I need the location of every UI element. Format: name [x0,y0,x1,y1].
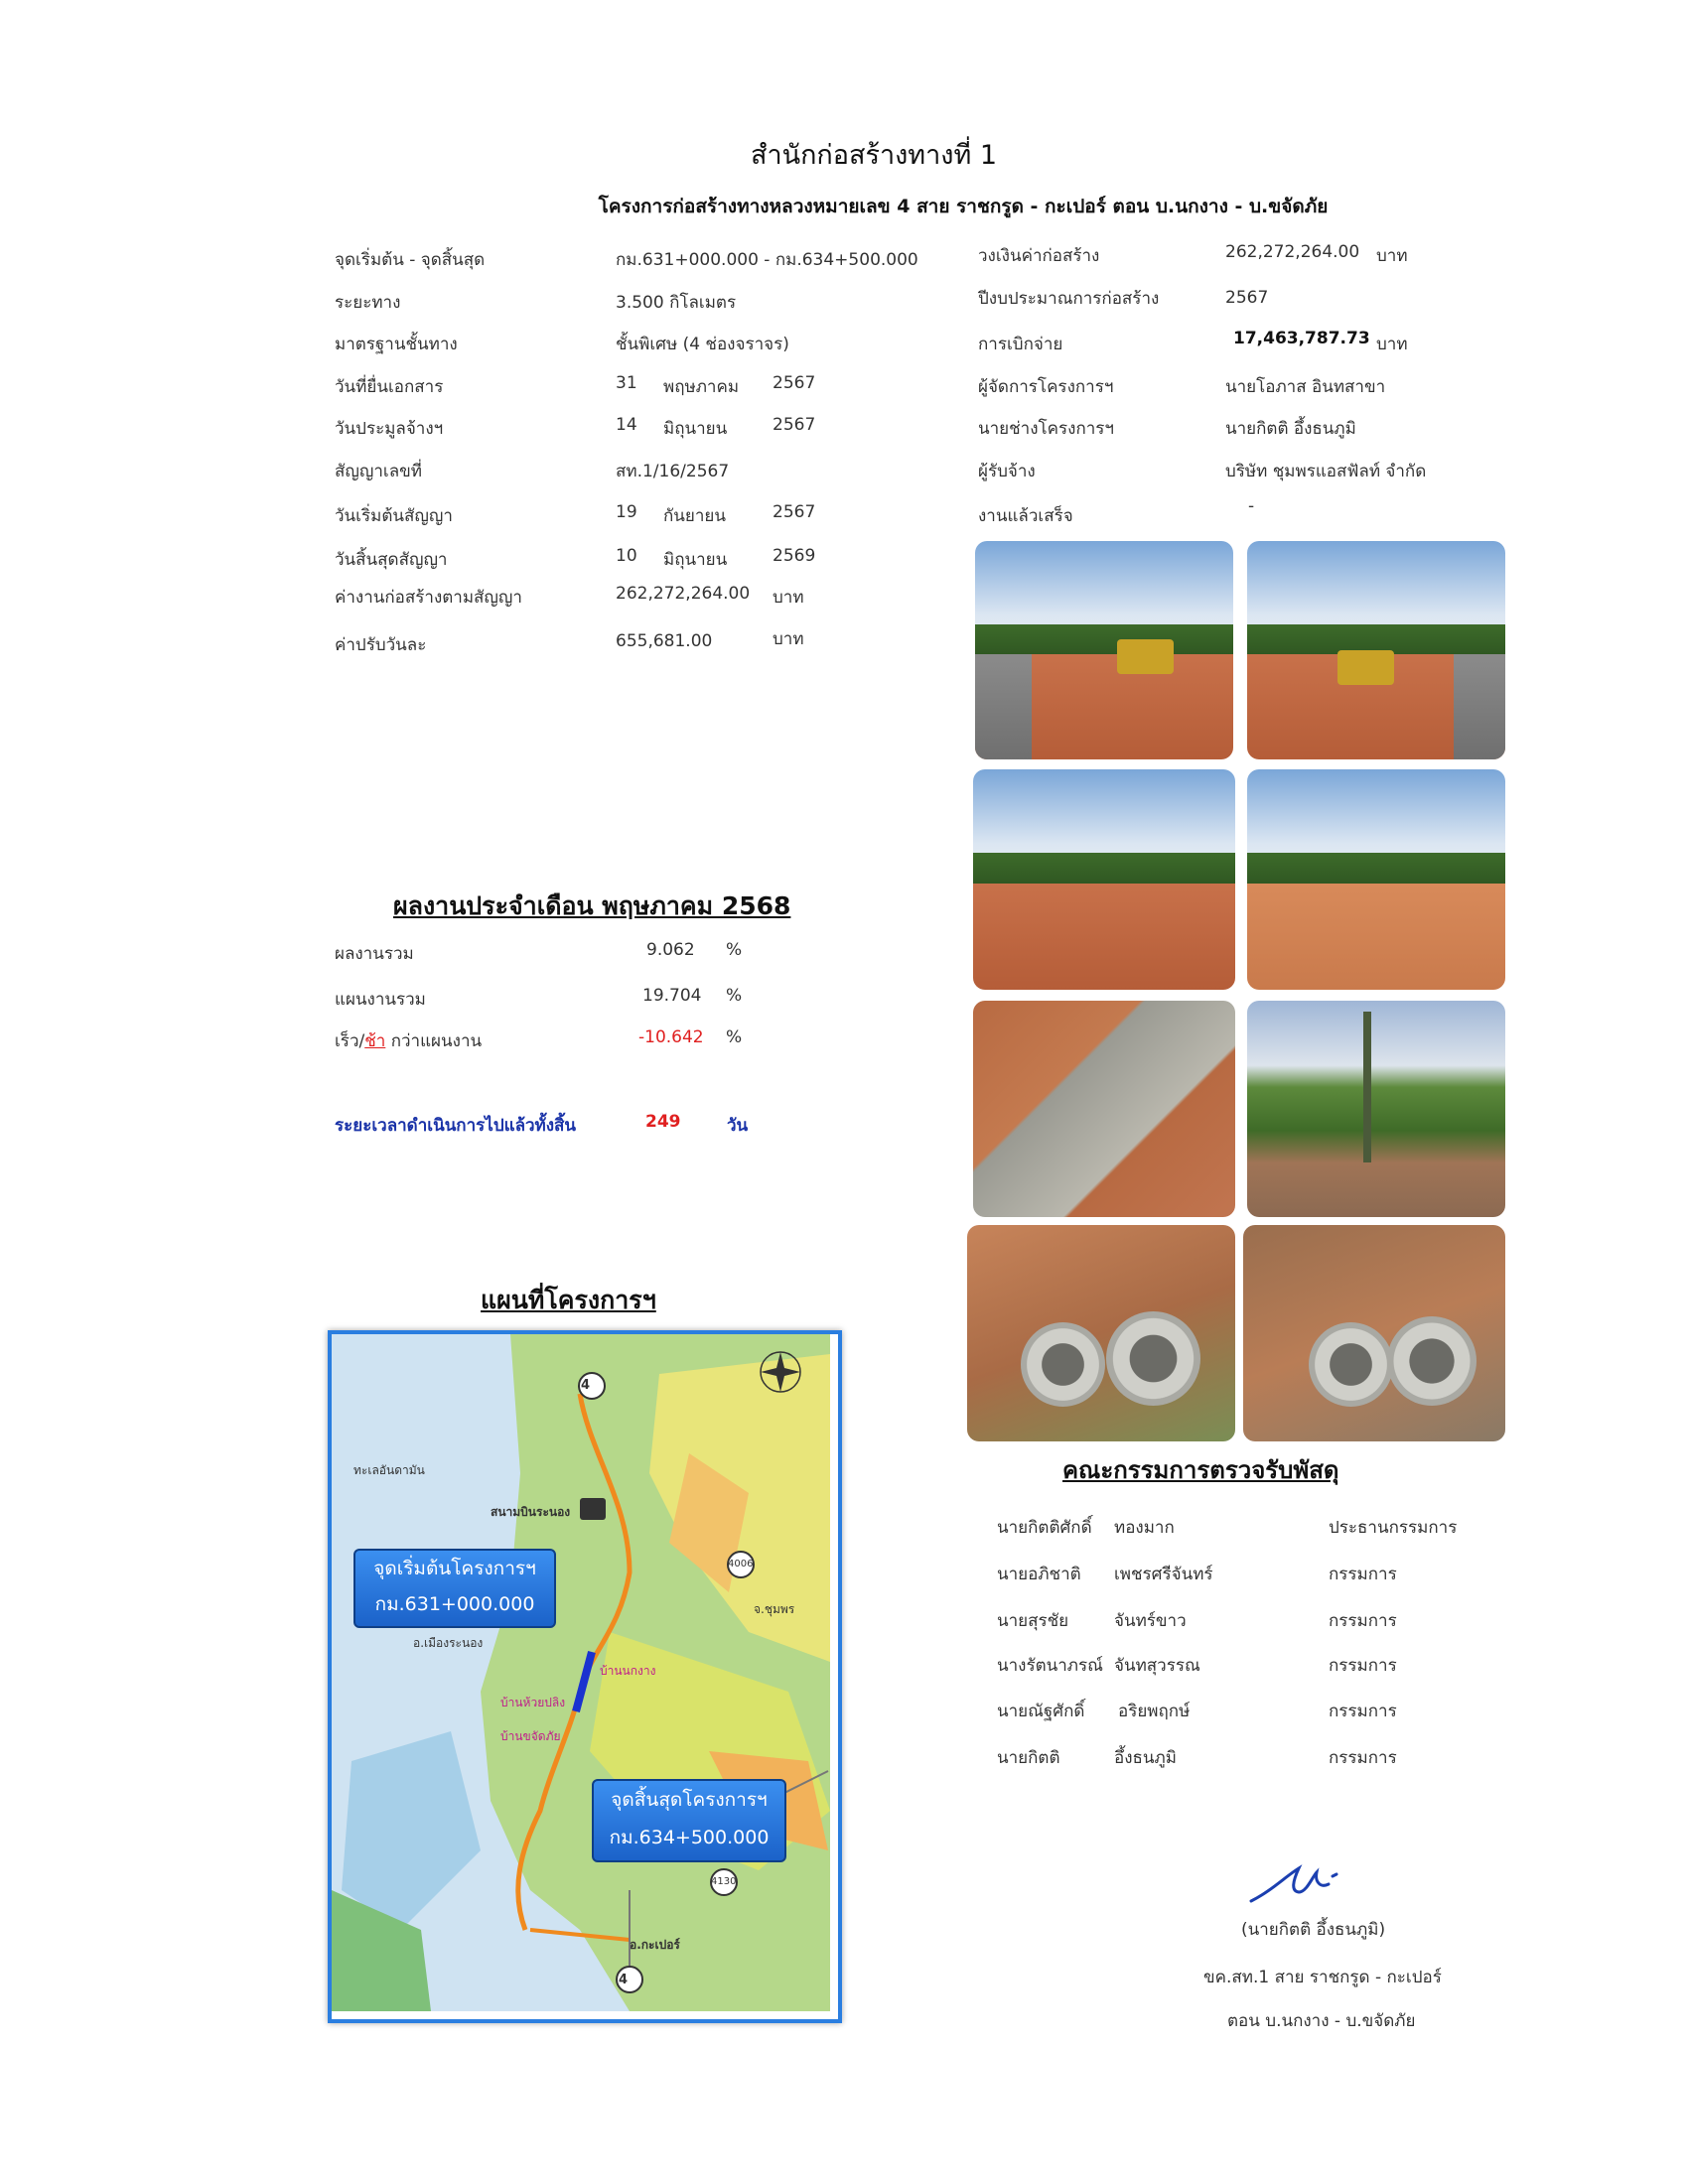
member-role: กรรมการ [1329,1702,1397,1721]
photo-piling-rig [1247,1001,1505,1217]
member-first-name: นางรัตนาภรณ์ [997,1656,1103,1676]
member-role: กรรมการ [1329,1611,1397,1631]
info-label: สัญญาเลขที่ [335,462,422,481]
place-andaman-sea: ทะเลอันดามัน [353,1463,425,1477]
route-4130-marker: 4130 [711,1876,737,1887]
progress-unit: % [726,1027,743,1047]
info-value: มิถุนายน [663,550,728,570]
photo-grader-work [1247,541,1505,759]
info-value: ชั้นพิเศษ (4 ช่องจราจร) [616,335,789,354]
member-role: กรรมการ [1329,1656,1397,1676]
info-label: ผู้รับจ้าง [978,462,1036,481]
info-unit: บาท [1376,246,1408,266]
info-label: การเบิกจ่าย [978,335,1063,354]
info-value: 655,681.00 [616,631,713,651]
elapsed-value: 249 [645,1112,681,1132]
info-value: 2567 [773,502,816,522]
place-airport: สนามบินระนอง [491,1505,571,1519]
info-value: บริษัท ชุมพรแอสฟัลท์ จำกัด [1225,462,1427,481]
info-value: 262,272,264.00 [1225,242,1360,262]
member-role: กรรมการ [1329,1748,1397,1768]
member-role: กรรมการ [1329,1565,1397,1584]
info-value: มิถุนายน [663,419,728,439]
info-label: ปีงบประมาณการก่อสร้าง [978,289,1160,309]
member-first-name: นายณัฐศักดิ์ [997,1702,1085,1721]
info-unit: บาท [773,588,804,608]
place-ban-nokngang: บ้านนกงาง [600,1664,656,1678]
elapsed-label: ระยะเวลาดำเนินการไปแล้วทั้งสิ้น [335,1116,577,1136]
photo-dirt-road-2 [1247,769,1505,990]
info-label: วันสิ้นสุดสัญญา [335,550,448,570]
info-label: ค่างานก่อสร้างตามสัญญา [335,588,522,608]
route-4-marker-north: 4 [581,1378,591,1393]
member-last-name: อึ้งธนภูมิ [1114,1748,1177,1768]
info-label: มาตรฐานชั้นทาง [335,335,458,354]
progress-label: ผลงานรวม [335,944,414,964]
place-ban-huaipling: บ้านห้วยปลิง [500,1696,566,1709]
map-graphic [332,1334,830,2011]
route-4006-marker: 4006 [728,1559,754,1570]
info-value: นายกิตติ อึ้งธนภูมิ [1225,419,1356,439]
photo-drain-pipes-2 [1243,1225,1505,1441]
info-label: ระยะทาง [335,293,401,313]
end-callout-title: จุดสิ้นสุดโครงการฯ [611,1789,768,1811]
member-last-name: ทองมาก [1114,1518,1175,1538]
progress-value: 19.704 [642,986,702,1006]
info-unit: บาท [1376,335,1408,354]
info-value: 2569 [773,546,816,566]
map-heading: แผนที่โครงการฯ [481,1286,656,1314]
info-value: - [1248,496,1255,516]
progress-variance-value: -10.642 [638,1027,704,1047]
photo-concrete-trench [973,1001,1235,1217]
info-value: นายโอภาส อินทสาขา [1225,377,1386,397]
member-first-name: นายสุรชัย [997,1611,1069,1631]
progress-unit: % [726,940,743,960]
info-label: วันประมูลจ้างฯ [335,419,444,439]
info-value: 2567 [773,415,816,435]
info-label: วงเงินค่าก่อสร้าง [978,246,1100,266]
progress-heading: ผลงานประจำเดือน พฤษภาคม 2568 [393,891,791,920]
photo-drain-pipes-1 [967,1225,1235,1441]
info-label: ผู้จัดการโครงการฯ [978,377,1114,397]
member-role: ประธานกรรมการ [1329,1518,1458,1538]
info-value: 262,272,264.00 [616,584,751,604]
place-kapoe: อ.กะเปอร์ [630,1938,680,1952]
committee-heading: คณะกรรมการตรวจรับพัสดุ [1062,1456,1339,1484]
page-title: สำนักก่อสร้างทางที่ 1 [750,140,998,171]
info-value: 19 [616,502,637,522]
start-callout-title: จุดเริ่มต้นโครงการฯ [373,1558,536,1579]
progress-value: 9.062 [646,940,695,960]
project-subtitle: โครงการก่อสร้างทางหลวงหมายเลข 4 สาย ราชกรูด - กะเปอร์ ตอน บ.นกงาง - บ.ขจัดภัย [598,196,1329,217]
info-unit: บาท [773,629,804,649]
project-map [328,1330,842,2023]
member-last-name: อริยพฤกษ์ [1118,1702,1191,1721]
info-value: 10 [616,546,637,566]
progress-label-ahead-behind: เร็ว/ช้า กว่าแผนงาน [335,1031,483,1051]
info-value: พฤษภาคม [663,377,740,397]
info-label: วันที่ยื่นเอกสาร [335,377,444,397]
info-label: งานแล้วเสร็จ [978,506,1073,526]
info-value: 3.500 กิโลเมตร [616,293,737,313]
disbursement-value: 17,463,787.73 [1233,329,1370,348]
info-value: กม.631+000.000 - กม.634+500.000 [616,250,918,270]
end-callout-km: กม.634+500.000 [609,1827,770,1848]
member-last-name: จันทร์ขาว [1114,1611,1187,1631]
signer-section: ตอน บ.นกงาง - บ.ขจัดภัย [1227,2011,1416,2031]
info-label: ค่าปรับวันละ [335,635,427,655]
signer-name: (นายกิตติ อึ้งธนภูมิ) [1241,1920,1386,1940]
member-first-name: นายกิตติ [997,1748,1060,1768]
start-callout-km: กม.631+000.000 [374,1593,535,1615]
member-first-name: นายอภิชาติ [997,1565,1081,1584]
info-value: 2567 [1225,288,1269,308]
member-last-name: เพชรศรีจันทร์ [1114,1565,1213,1584]
progress-label: แผนงานรวม [335,990,426,1010]
end-point-callout [592,1779,786,1862]
info-label: วันเริ่มต้นสัญญา [335,506,453,526]
info-value: 14 [616,415,637,435]
info-label: จุดเริ่มต้น - จุดสิ้นสุด [335,250,486,270]
photo-dirt-road-1 [973,769,1235,990]
route-4-marker-south: 4 [619,1973,629,1987]
info-label: นายช่างโครงการฯ [978,419,1114,439]
handwritten-signature [1241,1846,1370,1916]
place-ban-khajatphai: บ้านขจัดภัย [500,1729,561,1743]
signer-position: ขค.สท.1 สาย ราชกรูด - กะเปอร์ [1203,1968,1442,1987]
elapsed-unit: วัน [727,1116,749,1136]
progress-unit: % [726,986,743,1006]
info-value: กันยายน [663,506,727,526]
place-mueang-ranong: อ.เมืองระนอง [413,1636,484,1650]
member-last-name: จันทสุวรรณ [1114,1656,1200,1676]
info-value: 2567 [773,373,816,393]
start-point-callout [353,1549,556,1628]
info-value: 31 [616,373,637,393]
photo-grader-road [975,541,1233,759]
place-chumphon: จ.ชุมพร [754,1602,795,1616]
info-value: สท.1/16/2567 [616,462,730,481]
member-first-name: นายกิตติศักดิ์ [997,1518,1092,1538]
